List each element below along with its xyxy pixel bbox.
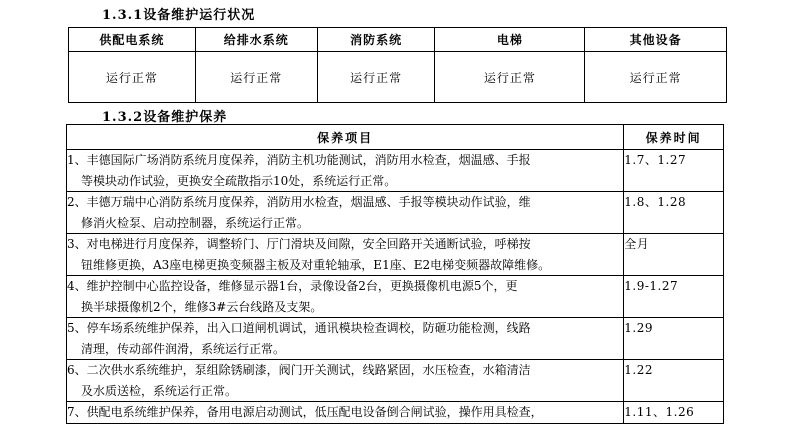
status-header-row <box>69 28 727 52</box>
status-fire-system: 运行正常 <box>317 52 435 103</box>
header-power-system: 供配电系统 <box>69 28 196 52</box>
header-elevator: 电梯 <box>435 28 585 52</box>
header-water-system: 给排水系统 <box>195 28 317 52</box>
item-line: 清理，传动部件润滑，系统运行正常。 <box>81 341 286 356</box>
maintenance-row <box>67 234 724 276</box>
item-line: 1、丰德国际广场消防系统月度保养，消防主机功能测试，消防用水检查，烟温感、手报 <box>67 153 531 167</box>
status-power-system: 运行正常 <box>69 52 196 103</box>
header-fire-system: 消防系统 <box>317 28 435 52</box>
maintenance-time: 1.29 <box>624 318 724 360</box>
maintenance-time: 1.22 <box>624 360 724 402</box>
status-value-row <box>69 52 727 103</box>
item-line: 3、对电梯进行月度保养，调整轿门、厅门滑块及间隙，安全回路开关通断试验，呼梯按 <box>67 237 531 251</box>
item-line: 等模块动作试验，更换安全疏散指示10处，系统运行正常。 <box>81 173 397 188</box>
section-title-status: 1.3.1设备维护运行状况 <box>102 8 256 23</box>
maintenance-time: 1.9-1.27 <box>624 276 724 318</box>
maintenance-time: 全月 <box>624 234 724 276</box>
maintenance-item <box>67 318 624 360</box>
item-line: 7、供配电系统维护保养，备用电源启动测试，低压配电设备倒合闸试验，操作用具检查， <box>67 405 543 419</box>
status-other-equipment: 运行正常 <box>585 52 727 103</box>
item-line: 5、停车场系统维护保养，出入口道闸机调试，通讯模块检查调校，防砸功能检测，线路 <box>67 321 531 335</box>
item-line: 换半球摄像机2个，维修3#云台线路及支架。 <box>81 299 323 314</box>
maintenance-item <box>67 150 624 192</box>
maintenance-item <box>67 402 624 424</box>
status-water-system: 运行正常 <box>195 52 317 103</box>
item-line: 钮维修更换，A3座电梯更换变频器主板及对重轮轴承，E1座、E2电梯变频器故障维修。 <box>81 257 551 272</box>
maintenance-row <box>67 192 724 234</box>
item-line: 6、二次供水系统维护，泵组除锈刷漆，阀门开关测试，线路紧固，水压检查，水箱清洁 <box>67 363 531 377</box>
header-maintenance-time: 保养时间 <box>624 125 724 150</box>
maintenance-row <box>67 276 724 318</box>
maintenance-table <box>66 124 724 424</box>
header-maintenance-item: 保养项目 <box>67 125 624 150</box>
maintenance-time: 1.7、1.27 <box>624 150 724 192</box>
status-elevator: 运行正常 <box>435 52 585 103</box>
item-line: 2、丰德万瑞中心消防系统月度保养，消防用水检查，烟温感、手报等模块动作试验，维 <box>67 195 531 209</box>
maintenance-item <box>67 192 624 234</box>
maintenance-item <box>67 276 624 318</box>
maintenance-row <box>67 150 724 192</box>
maintenance-row <box>67 360 724 402</box>
header-other-equipment: 其他设备 <box>585 28 727 52</box>
item-line: 及水质送检，系统运行正常。 <box>81 383 238 398</box>
section-title-maintenance: 1.3.2设备维护保养 <box>102 110 228 125</box>
maintenance-time: 1.11、1.26 <box>624 402 724 424</box>
maintenance-time: 1.8、1.28 <box>624 192 724 234</box>
item-line: 4、维护控制中心监控设备，维修显示器1台，录像设备2台，更换摄像机电源5个，更 <box>67 279 518 293</box>
maintenance-item <box>67 360 624 402</box>
equipment-status-table <box>68 27 727 103</box>
maintenance-header-row <box>67 125 724 150</box>
maintenance-item <box>67 234 624 276</box>
maintenance-row <box>67 402 724 424</box>
maintenance-row <box>67 318 724 360</box>
item-line: 修消火检泵、启动控制器，系统运行正常。 <box>81 215 310 230</box>
